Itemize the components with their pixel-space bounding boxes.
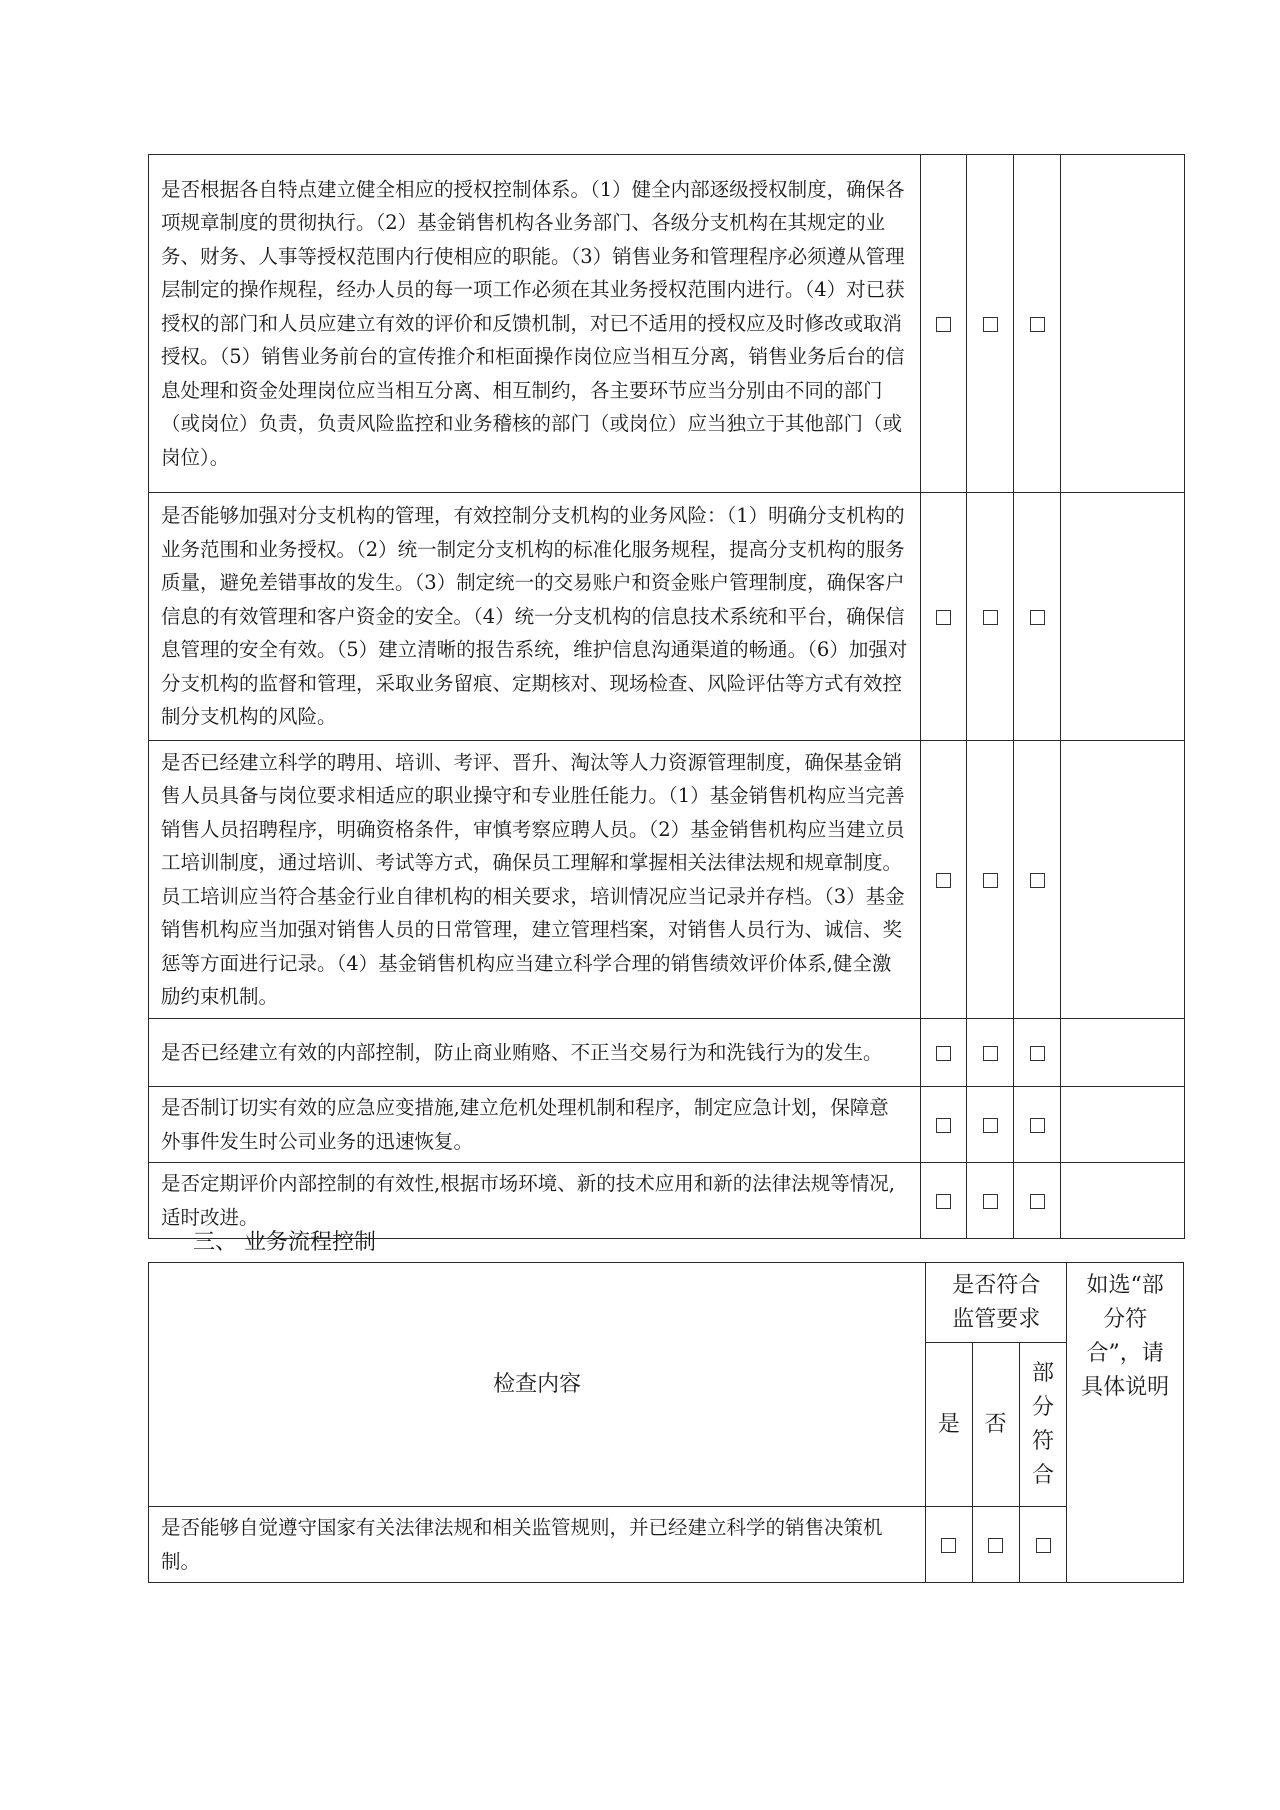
note-cell[interactable]	[1061, 155, 1185, 493]
note-cell[interactable]	[1061, 1087, 1185, 1163]
checkbox-no[interactable]	[967, 493, 1014, 741]
check-item: 是否制订切实有效的应急应变措施,建立危机处理机制和程序，制定应急计划，保障意外事件发生时公司业务的迅速恢复。	[149, 1087, 921, 1163]
checkbox-yes[interactable]	[921, 493, 967, 741]
checkbox-no[interactable]	[967, 155, 1014, 493]
checkbox-yes[interactable]	[926, 1507, 972, 1583]
check-item: 是否能够自觉遵守国家有关法律法规和相关监管规则，并已经建立科学的销售决策机制。	[149, 1507, 926, 1583]
header-yes: 是	[926, 1343, 972, 1507]
note-cell[interactable]	[1061, 741, 1185, 1019]
check-item: 是否已经建立科学的聘用、培训、考评、晋升、淘汰等人力资源管理制度，确保基金销售人员具备与岗位要求相适应的职业操守和专业胜任能力。（1）基金销售机构应当完善销售人员招聘程序，明确资格条件，审慎考察应聘人员。（2）基金销售机构应当建立员工培训制度，通过培训、考试等方式，确保员工理解和掌握相关法律法规和规章制度。员工培训应当符合基金行业自律机构的相关要求，培训情况应当记录并存档。（3）基金销售机构应当加强对销售人员的日常管理，建立管理档案，对销售人员行为、诚信、奖惩等方面进行记录。（4）基金销售机构应当建立科学合理的销售绩效评价体系,健全激励约束机制。	[149, 741, 921, 1019]
inspection-table-part1	[148, 154, 1185, 1239]
check-item: 是否能够加强对分支机构的管理，有效控制分支机构的业务风险：（1）明确分支机构的业务范围和业务授权。（2）统一制定分支机构的标准化服务规程，提高分支机构的服务质量，避免差错事故的发生。（3）制定统一的交易账户和资金账户管理制度，确保客户信息的有效管理和客户资金的安全。（4）统一分支机构的信息技术系统和平台，确保信息管理的安全有效。（5）建立清晰的报告系统，维护信息沟通渠道的畅通。（6）加强对分支机构的监督和管理，采取业务留痕、定期核对、现场检查、风险评估等方式有效控制分支机构的风险。	[149, 493, 921, 741]
checkbox-yes[interactable]	[921, 1163, 967, 1239]
table-row	[149, 493, 1185, 741]
table-row	[149, 1019, 1185, 1087]
note-cell[interactable]	[1061, 493, 1185, 741]
section-title: 三、 业务流程控制	[193, 1230, 376, 1255]
check-item: 是否根据各自特点建立健全相应的授权控制体系。（1）健全内部逐级授权制度，确保各项规章制度的贯彻执行。（2）基金销售机构各业务部门、各级分支机构在其规定的业务、财务、人事等授权范围内行使相应的职能。（3）销售业务和管理程序必须遵从管理层制定的操作规程，经办人员的每一项工作必须在其业务授权范围内进行。（4）对已获授权的部门和人员应建立有效的评价和反馈机制，对已不适用的授权应及时修改或取消授权。（5）销售业务前台的宣传推介和柜面操作岗位应当相互分离，销售业务后台的信息处理和资金处理岗位应当相互分离、相互制约，各主要环节应当分别由不同的部门（或岗位）负责，负责风险监控和业务稽核的部门（或岗位）应当独立于其他部门（或岗位）。	[149, 155, 921, 493]
checkbox-yes[interactable]	[921, 741, 967, 1019]
checkbox-partial[interactable]	[1014, 1087, 1061, 1163]
checkbox-yes[interactable]	[921, 155, 967, 493]
checkbox-no[interactable]	[967, 1087, 1014, 1163]
checkbox-no[interactable]	[967, 741, 1014, 1019]
checkbox-partial[interactable]	[1014, 1019, 1061, 1087]
inspection-table-part2	[148, 1262, 1184, 1583]
header-compliance: 是否符合监管要求	[926, 1263, 1067, 1343]
header-partial: 部分符合	[1019, 1343, 1066, 1507]
check-item: 是否定期评价内部控制的有效性,根据市场环境、新的技术应用和新的法律法规等情况,适时改进。	[149, 1163, 921, 1239]
checkbox-no[interactable]	[967, 1163, 1014, 1239]
note-cell[interactable]	[1061, 1019, 1185, 1087]
checkbox-yes[interactable]	[921, 1019, 967, 1087]
checkbox-partial[interactable]	[1014, 493, 1061, 741]
header-no: 否	[972, 1343, 1019, 1507]
checkbox-partial[interactable]	[1014, 1163, 1061, 1239]
table-row	[149, 741, 1185, 1019]
checkbox-no[interactable]	[967, 1019, 1014, 1087]
check-item: 是否已经建立有效的内部控制，防止商业贿赂、不正当交易行为和洗钱行为的发生。	[149, 1019, 921, 1087]
note-cell[interactable]	[1061, 1163, 1185, 1239]
checkbox-partial[interactable]	[1014, 741, 1061, 1019]
checkbox-yes[interactable]	[921, 1087, 967, 1163]
header-note: 如选“部分符合”，请具体说明	[1067, 1263, 1184, 1583]
table-row	[149, 1087, 1185, 1163]
table-row	[149, 1507, 1184, 1583]
header-content: 检查内容	[149, 1263, 926, 1507]
table-header-row	[149, 1263, 1184, 1343]
checkbox-partial[interactable]	[1014, 155, 1061, 493]
checkbox-no[interactable]	[972, 1507, 1019, 1583]
table-row	[149, 155, 1185, 493]
checkbox-partial[interactable]	[1019, 1507, 1066, 1583]
